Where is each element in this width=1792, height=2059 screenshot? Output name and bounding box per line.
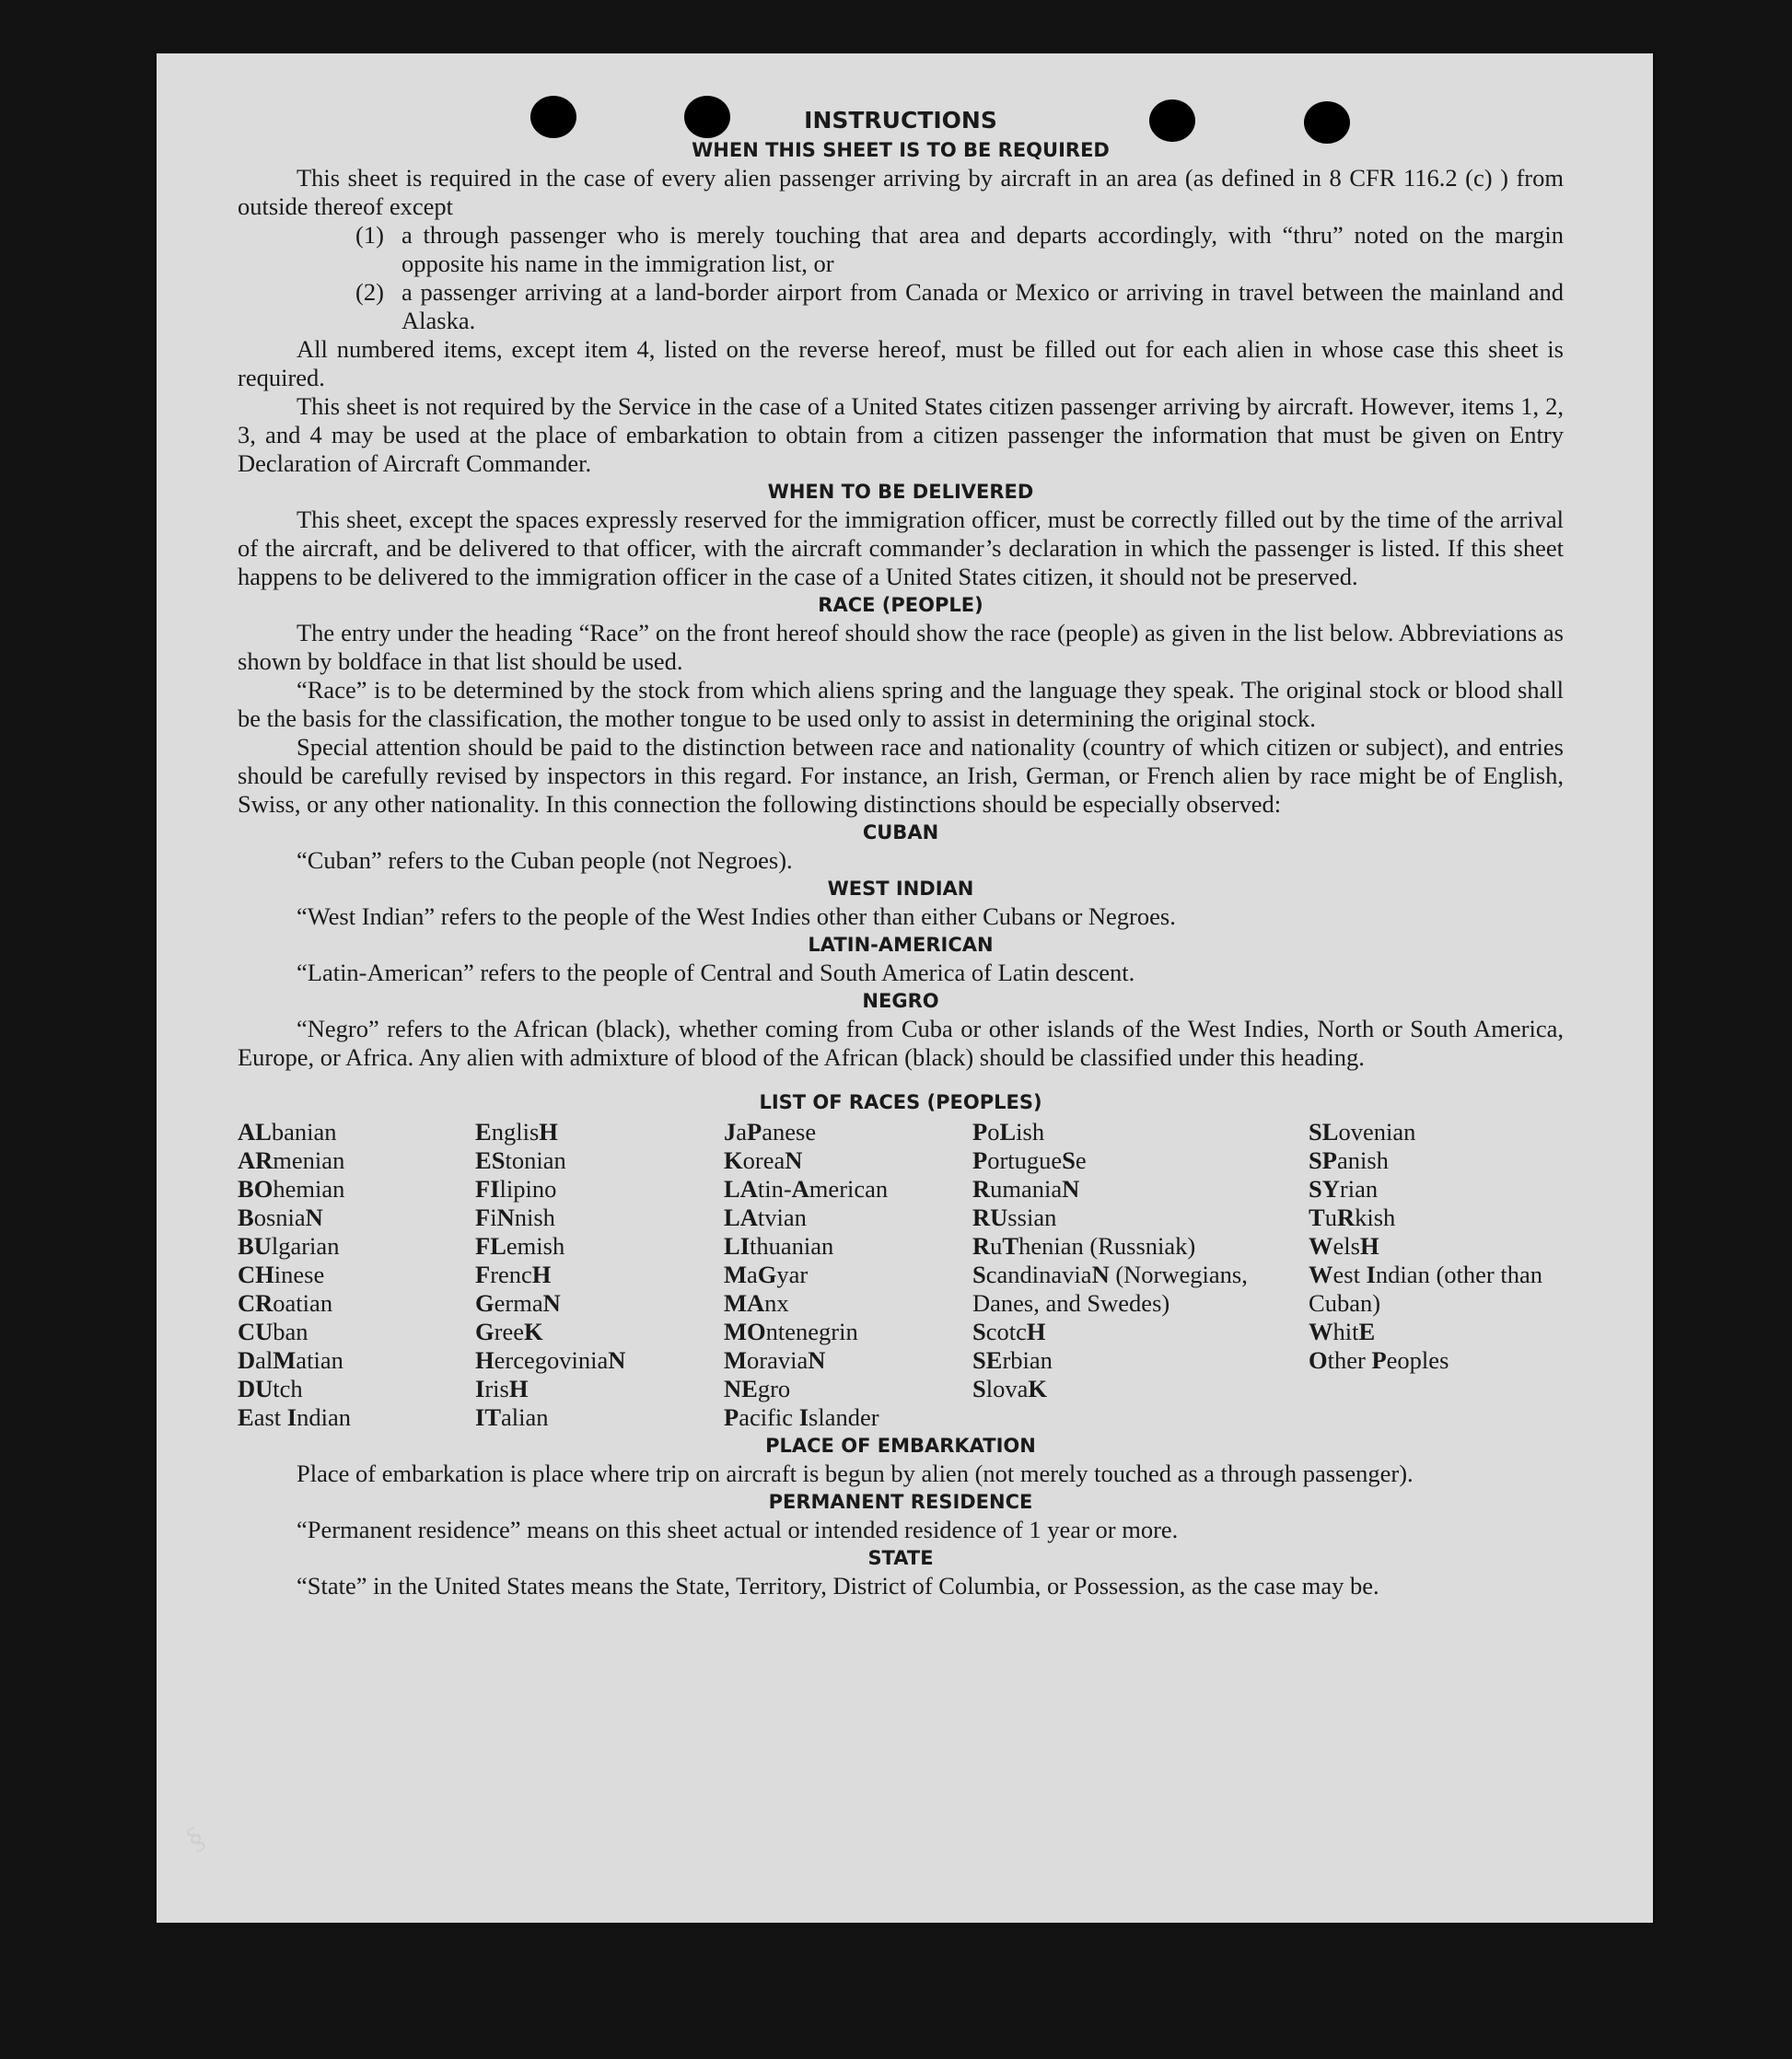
paragraph: Place of embarkation is place where trip on aircraft is begun by alien (not merely touched as a through passenger). <box>297 1460 1414 1487</box>
race-item: RumaniaN <box>972 1175 1080 1203</box>
paragraph: “State” in the United States means the State, Territory, District of Columbia, or Possession, as the case may be. <box>297 1572 1379 1600</box>
section-heading-embarkation: PLACE OF EMBARKATION <box>765 1435 1036 1457</box>
race-item: SPanish <box>1309 1146 1389 1174</box>
race-item: HercegoviniaN <box>475 1346 626 1374</box>
section-heading-negro: NEGRO <box>862 990 939 1012</box>
race-item: CRoatian <box>238 1289 333 1317</box>
race-item: ScandinaviaN (Norwegians, Danes, and Swedes) <box>972 1261 1248 1317</box>
race-item: SYrian <box>1309 1175 1379 1203</box>
race-item: LAtin-American <box>724 1175 889 1203</box>
race-column <box>972 1118 1309 1432</box>
paragraph: This sheet is not required by the Service in the case of a United States citizen passenger arriving by aircraft. However, items 1, 2, 3, and 4 may be used at the place of embarkation to obtain from a citizen passenger the information that must be given on Entry Declaration of Aircraft Commander. <box>238 392 1564 477</box>
section-heading-list-of-races: LIST OF RACES (PEOPLES) <box>759 1091 1042 1113</box>
race-item: WelsH <box>1309 1232 1379 1260</box>
paragraph: “Cuban” refers to the Cuban people (not Negroes). <box>297 846 793 874</box>
paragraph: “Negro” refers to the African (black), whether coming from Cuba or other islands of the West Indies, North or South America, Europe, or Africa. Any alien with admixture of blood of the African (black) should be classified under this heading. <box>238 1015 1564 1071</box>
race-item: FIlipino <box>475 1175 557 1203</box>
section-heading-west-indian: WEST INDIAN <box>827 878 974 900</box>
race-item: FLemish <box>475 1232 565 1260</box>
race-item: KoreaN <box>724 1146 803 1174</box>
section-heading-state: STATE <box>867 1547 934 1569</box>
list-item <box>238 278 1564 335</box>
paragraph: This sheet, except the spaces expressly reserved for the immigration officer, must be correctly filled out by the time of the arrival of the aircraft, and be delivered to that officer, with the aircraft commander’s declaration in which the passenger is listed. If this sheet happens to be delivered to the immigration officer in the case of a United States citizen, it should not be preserved. <box>238 506 1564 590</box>
race-item: BOhemian <box>238 1175 345 1203</box>
paragraph: “Race” is to be determined by the stock from which aliens spring and the language they speak. The original stock or blood shall be the basis for the classification, the mother tongue to be used only to assist in determining the original stock. <box>238 676 1564 732</box>
race-item: FiNnish <box>475 1204 555 1231</box>
race-item: DalMatian <box>238 1346 343 1374</box>
race-item: Other Peoples <box>1309 1346 1449 1374</box>
race-item: RUssian <box>972 1204 1057 1231</box>
race-item: DUtch <box>238 1375 303 1402</box>
race-item: JaPanese <box>724 1118 817 1146</box>
race-item: LAtvian <box>724 1204 807 1231</box>
race-item: MOntenegrin <box>724 1318 858 1345</box>
paragraph: “Latin-American” refers to the people of Central and South America of Latin descent. <box>297 959 1135 986</box>
race-item: MaGyar <box>724 1261 809 1288</box>
section-heading-race: RACE (PEOPLE) <box>818 594 983 616</box>
race-column <box>1309 1118 1564 1432</box>
race-item: BUlgarian <box>238 1232 340 1260</box>
list-number: (1) <box>355 221 384 249</box>
paragraph: “West Indian” refers to the people of the West Indies other than either Cubans or Negroes. <box>297 902 1176 930</box>
race-column <box>475 1118 724 1432</box>
smudge-mark: § <box>180 1820 211 1857</box>
document-page <box>157 53 1653 1923</box>
paragraph: All numbered items, except item 4, listed on the reverse hereof, must be filled out for each alien in whose case this sheet is required. <box>238 335 1564 391</box>
race-item: West Indian (other than Cuban) <box>1309 1261 1542 1317</box>
race-item: EStonian <box>475 1146 566 1174</box>
race-item: MoraviaN <box>724 1346 826 1374</box>
race-item: IrisH <box>475 1375 529 1402</box>
list-item <box>238 221 1564 278</box>
list-text: a through passenger who is merely touching that area and departs accordingly, with “thru” noted on the margin opposite his name in the immigration list, or <box>401 221 1564 277</box>
instructions-content <box>238 105 1564 1600</box>
race-item: PortugueSe <box>972 1146 1087 1174</box>
race-column <box>238 1118 475 1432</box>
race-item: LIthuanian <box>724 1232 834 1260</box>
section-heading-latin-american: LATIN-AMERICAN <box>808 934 994 956</box>
race-item: RuThenian (Russniak) <box>972 1232 1196 1260</box>
paragraph: “Permanent residence” means on this sheet actual or intended residence of 1 year or more. <box>297 1516 1179 1543</box>
race-list <box>238 1118 1564 1432</box>
section-heading-required: WHEN THIS SHEET IS TO BE REQUIRED <box>692 139 1110 161</box>
race-item: East Indian <box>238 1403 351 1431</box>
list-text: a passenger arriving at a land-border airport from Canada or Mexico or arriving in travel between the mainland and Alaska. <box>401 278 1564 334</box>
section-heading-residence: PERMANENT RESIDENCE <box>768 1491 1033 1513</box>
race-item: ITalian <box>475 1403 549 1431</box>
race-item: GermaN <box>475 1289 561 1317</box>
paragraph: This sheet is required in the case of every alien passenger arriving by aircraft in an area (as defined in 8 CFR 116.2 (c) ) from outside thereof except <box>238 164 1564 220</box>
race-item: MAnx <box>724 1289 789 1317</box>
race-item: FrencH <box>475 1261 552 1288</box>
race-item: WhitE <box>1309 1318 1376 1345</box>
race-item: CHinese <box>238 1261 325 1288</box>
race-item: ALbanian <box>238 1118 337 1146</box>
race-item: GreeK <box>475 1318 543 1345</box>
race-item: ScotcH <box>972 1318 1046 1345</box>
race-item: ARmenian <box>238 1146 345 1174</box>
race-item: TuRkish <box>1309 1204 1396 1231</box>
paragraph: The entry under the heading “Race” on the front hereof should show the race (people) as given in the list below. Abbreviations as shown by boldface in that list should be used. <box>238 619 1564 675</box>
race-item: EnglisH <box>475 1118 558 1146</box>
list-number: (2) <box>355 278 384 306</box>
race-item: Pacific Islander <box>724 1403 879 1431</box>
race-item: SErbian <box>972 1346 1053 1374</box>
race-item: BosniaN <box>238 1204 323 1231</box>
race-item: NEgro <box>724 1375 791 1402</box>
section-heading-cuban: CUBAN <box>862 821 939 843</box>
race-item: SlovaK <box>972 1375 1048 1402</box>
page-title: INSTRUCTIONS <box>804 107 997 134</box>
race-column <box>724 1118 972 1432</box>
paragraph: Special attention should be paid to the distinction between race and nationality (country of which citizen or subject), and entries should be carefully revised by inspectors in this regard. For instance, an Irish, German, or French alien by race might be of English, Swiss, or any other nationality. In this connection the following distinctions should be especially observed: <box>238 733 1564 818</box>
race-item: CUban <box>238 1318 308 1345</box>
section-heading-delivered: WHEN TO BE DELIVERED <box>767 481 1034 503</box>
race-item: PoLish <box>972 1118 1045 1146</box>
race-item: SLovenian <box>1309 1118 1416 1146</box>
